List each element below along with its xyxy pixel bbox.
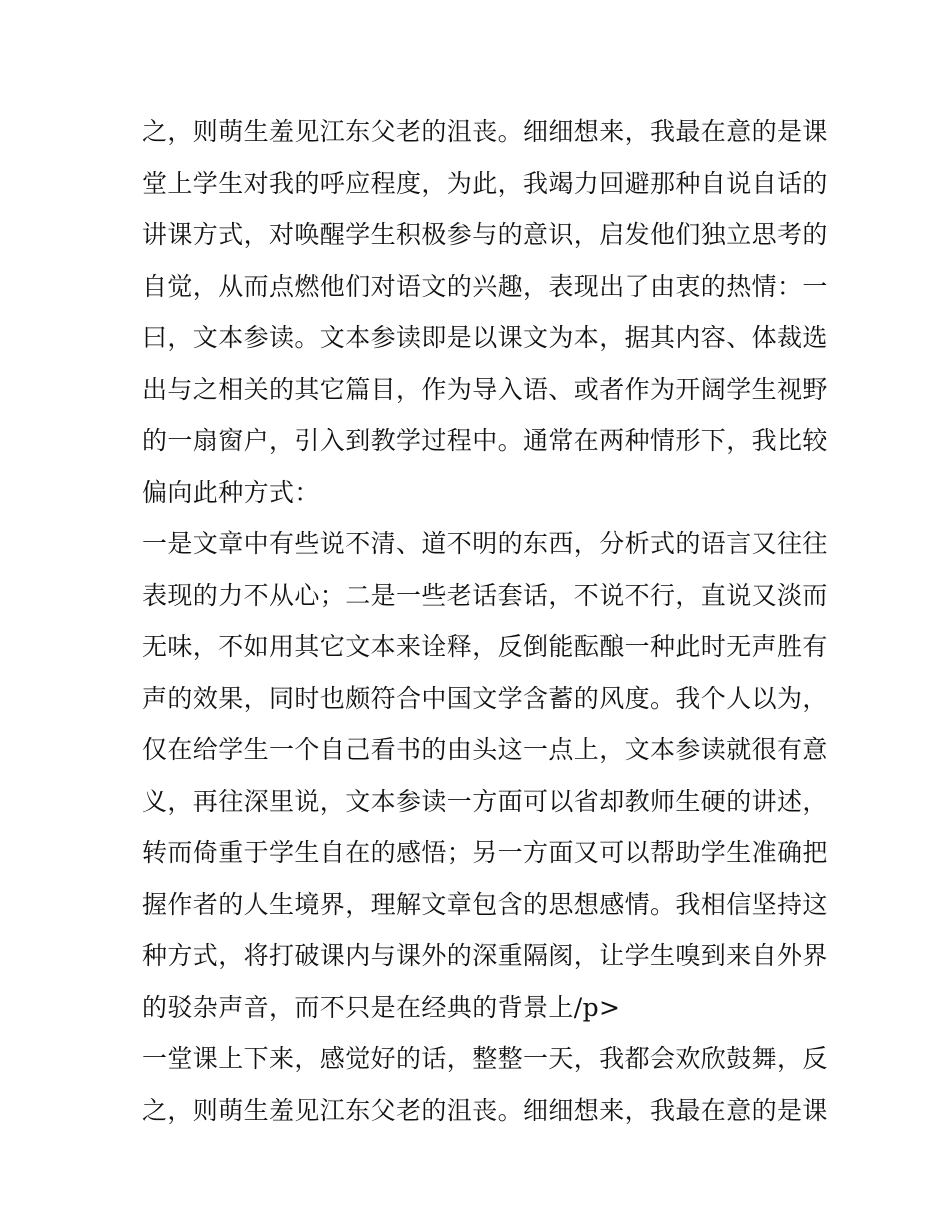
- text-line: 转而倚重于学生自在的感悟；另一方面又可以帮助学生准确把: [142, 838, 828, 867]
- text-line: 无味，不如用其它文本来诠释，反倒能酝酿一种此时无声胜有: [142, 632, 828, 661]
- text-line: 偏向此种方式：: [142, 477, 320, 507]
- body-text: [142, 106, 828, 1136]
- text-line: 讲课方式，对唤醒学生积极参与的意识，启发他们独立思考的: [142, 220, 828, 249]
- text-line: 自觉，从而点燃他们对语文的兴趣，表现出了由衷的热情：一: [142, 271, 828, 301]
- text-line: 之，则萌生羞见江东父老的沮丧。细细想来，我最在意的是课: [142, 1095, 828, 1125]
- text-line: 的驳杂声音，而不只是在经典的背景上/p>: [142, 992, 621, 1022]
- text-line: 一堂课上下来，感觉好的话，整整一天，我都会欢欣鼓舞，反: [142, 1044, 828, 1073]
- text-line: 之，则萌生羞见江东父老的沮丧。细细想来，我最在意的是课: [142, 117, 828, 146]
- text-line: 出与之相关的其它篇目，作为导入语、或者作为开阔学生视野: [142, 374, 828, 404]
- text-line: 曰，文本参读。文本参读即是以课文为本，据其内容、体裁选: [142, 323, 828, 352]
- text-line: 仅在给学生一个自己看书的由头这一点上，文本参读就很有意: [142, 735, 828, 764]
- text-line: 表现的力不从心；二是一些老话套话，不说不行，直说又淡而: [142, 580, 828, 610]
- text-line: 的一扇窗户，引入到教学过程中。通常在两种情形下，我比较: [142, 426, 828, 455]
- text-line: 种方式，将打破课内与课外的深重隔阂，让学生嗅到来自外界: [142, 941, 828, 970]
- text-line: 声的效果，同时也颇符合中国文学含蓄的风度。我个人以为，: [142, 683, 828, 713]
- text-line: 义，再往深里说，文本参读一方面可以省却教师生硬的讲述，: [142, 786, 828, 816]
- text-line: 一是文章中有些说不清、道不明的东西，分析式的语言又往往: [142, 529, 828, 558]
- text-line: 握作者的人生境界，理解文章包含的思想感情。我相信坚持这: [142, 889, 828, 919]
- text-line: 堂上学生对我的呼应程度，为此，我竭力回避那种自说自话的: [142, 168, 828, 198]
